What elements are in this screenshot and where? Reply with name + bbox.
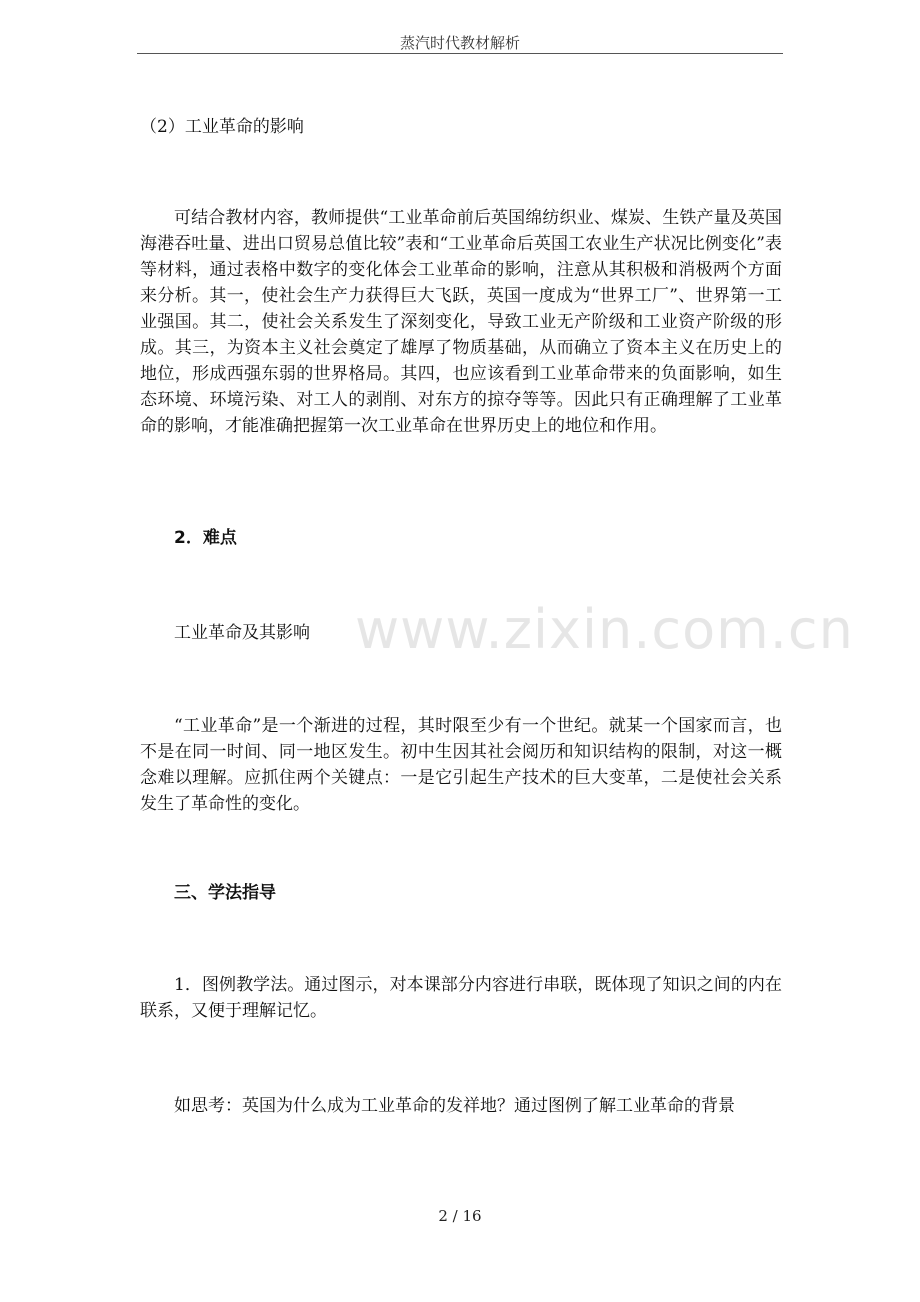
- section-heading-method: 三、学法指导: [174, 883, 276, 903]
- header-divider: [137, 53, 783, 54]
- paragraph-impact: 可结合教材内容，教师提供“工业革命前后英国绵纺织业、煤炭、生铁产量及英国海港吞吐量、进出口贸易总值比较”表和“工业革命后英国工农业生产状况比例变化”表等材料，通过表格中数字的变化体会工业革命的影响，注意从其积极和消极两个方面来分析。其一，使社会生产力获得巨大飞跃，英国一度成为“世界工厂”、世界第一工业强国。其二，使社会关系发生了深刻变化，导致工业无产阶级和工业资产阶级的形成。其三，为资本主义社会奠定了雄厚了物质基础，从而确立了资本主义在历史上的地位，形成西强东弱的世界格局。其四，也应该看到工业革命带来的负面影响，如生态环境、环境污染、对工人的剥削、对东方的掠夺等等。因此只有正确理解了工业革命的影响，才能准确把握第一次工业革命在世界历史上的地位和作用。: [140, 208, 782, 436]
- watermark: www.zixin.com.cn: [355, 598, 854, 661]
- paragraph-difficulty: “工业革命”是一个渐进的过程，其时限至少有一个世纪。就某一个国家而言，也不是在同一时间、同一地区发生。初中生因其社会阅历和知识结构的限制，对这一概念难以理解。应抓住两个关键点：一是它引起生产技术的巨大变革，二是使社会关系发生了革命性的变化。: [140, 716, 782, 814]
- paragraph-method-2: 如思考：英国为什么成为工业革命的发祥地？通过图例了解工业革命的背景: [174, 1096, 735, 1116]
- paragraph-method-1: 1．图例教学法。通过图示，对本课部分内容进行串联，既体现了知识之间的内在联系，又便于理解记忆。: [140, 975, 782, 1021]
- section-heading-difficulty: 2．难点: [174, 528, 237, 548]
- subheading-difficulty: 工业革命及其影响: [174, 623, 310, 643]
- section-heading-impact: （2）工业革命的影响: [140, 117, 304, 137]
- header-title: 蒸汽时代教材解析: [399, 34, 520, 52]
- page-number: 2 / 16: [438, 1207, 482, 1225]
